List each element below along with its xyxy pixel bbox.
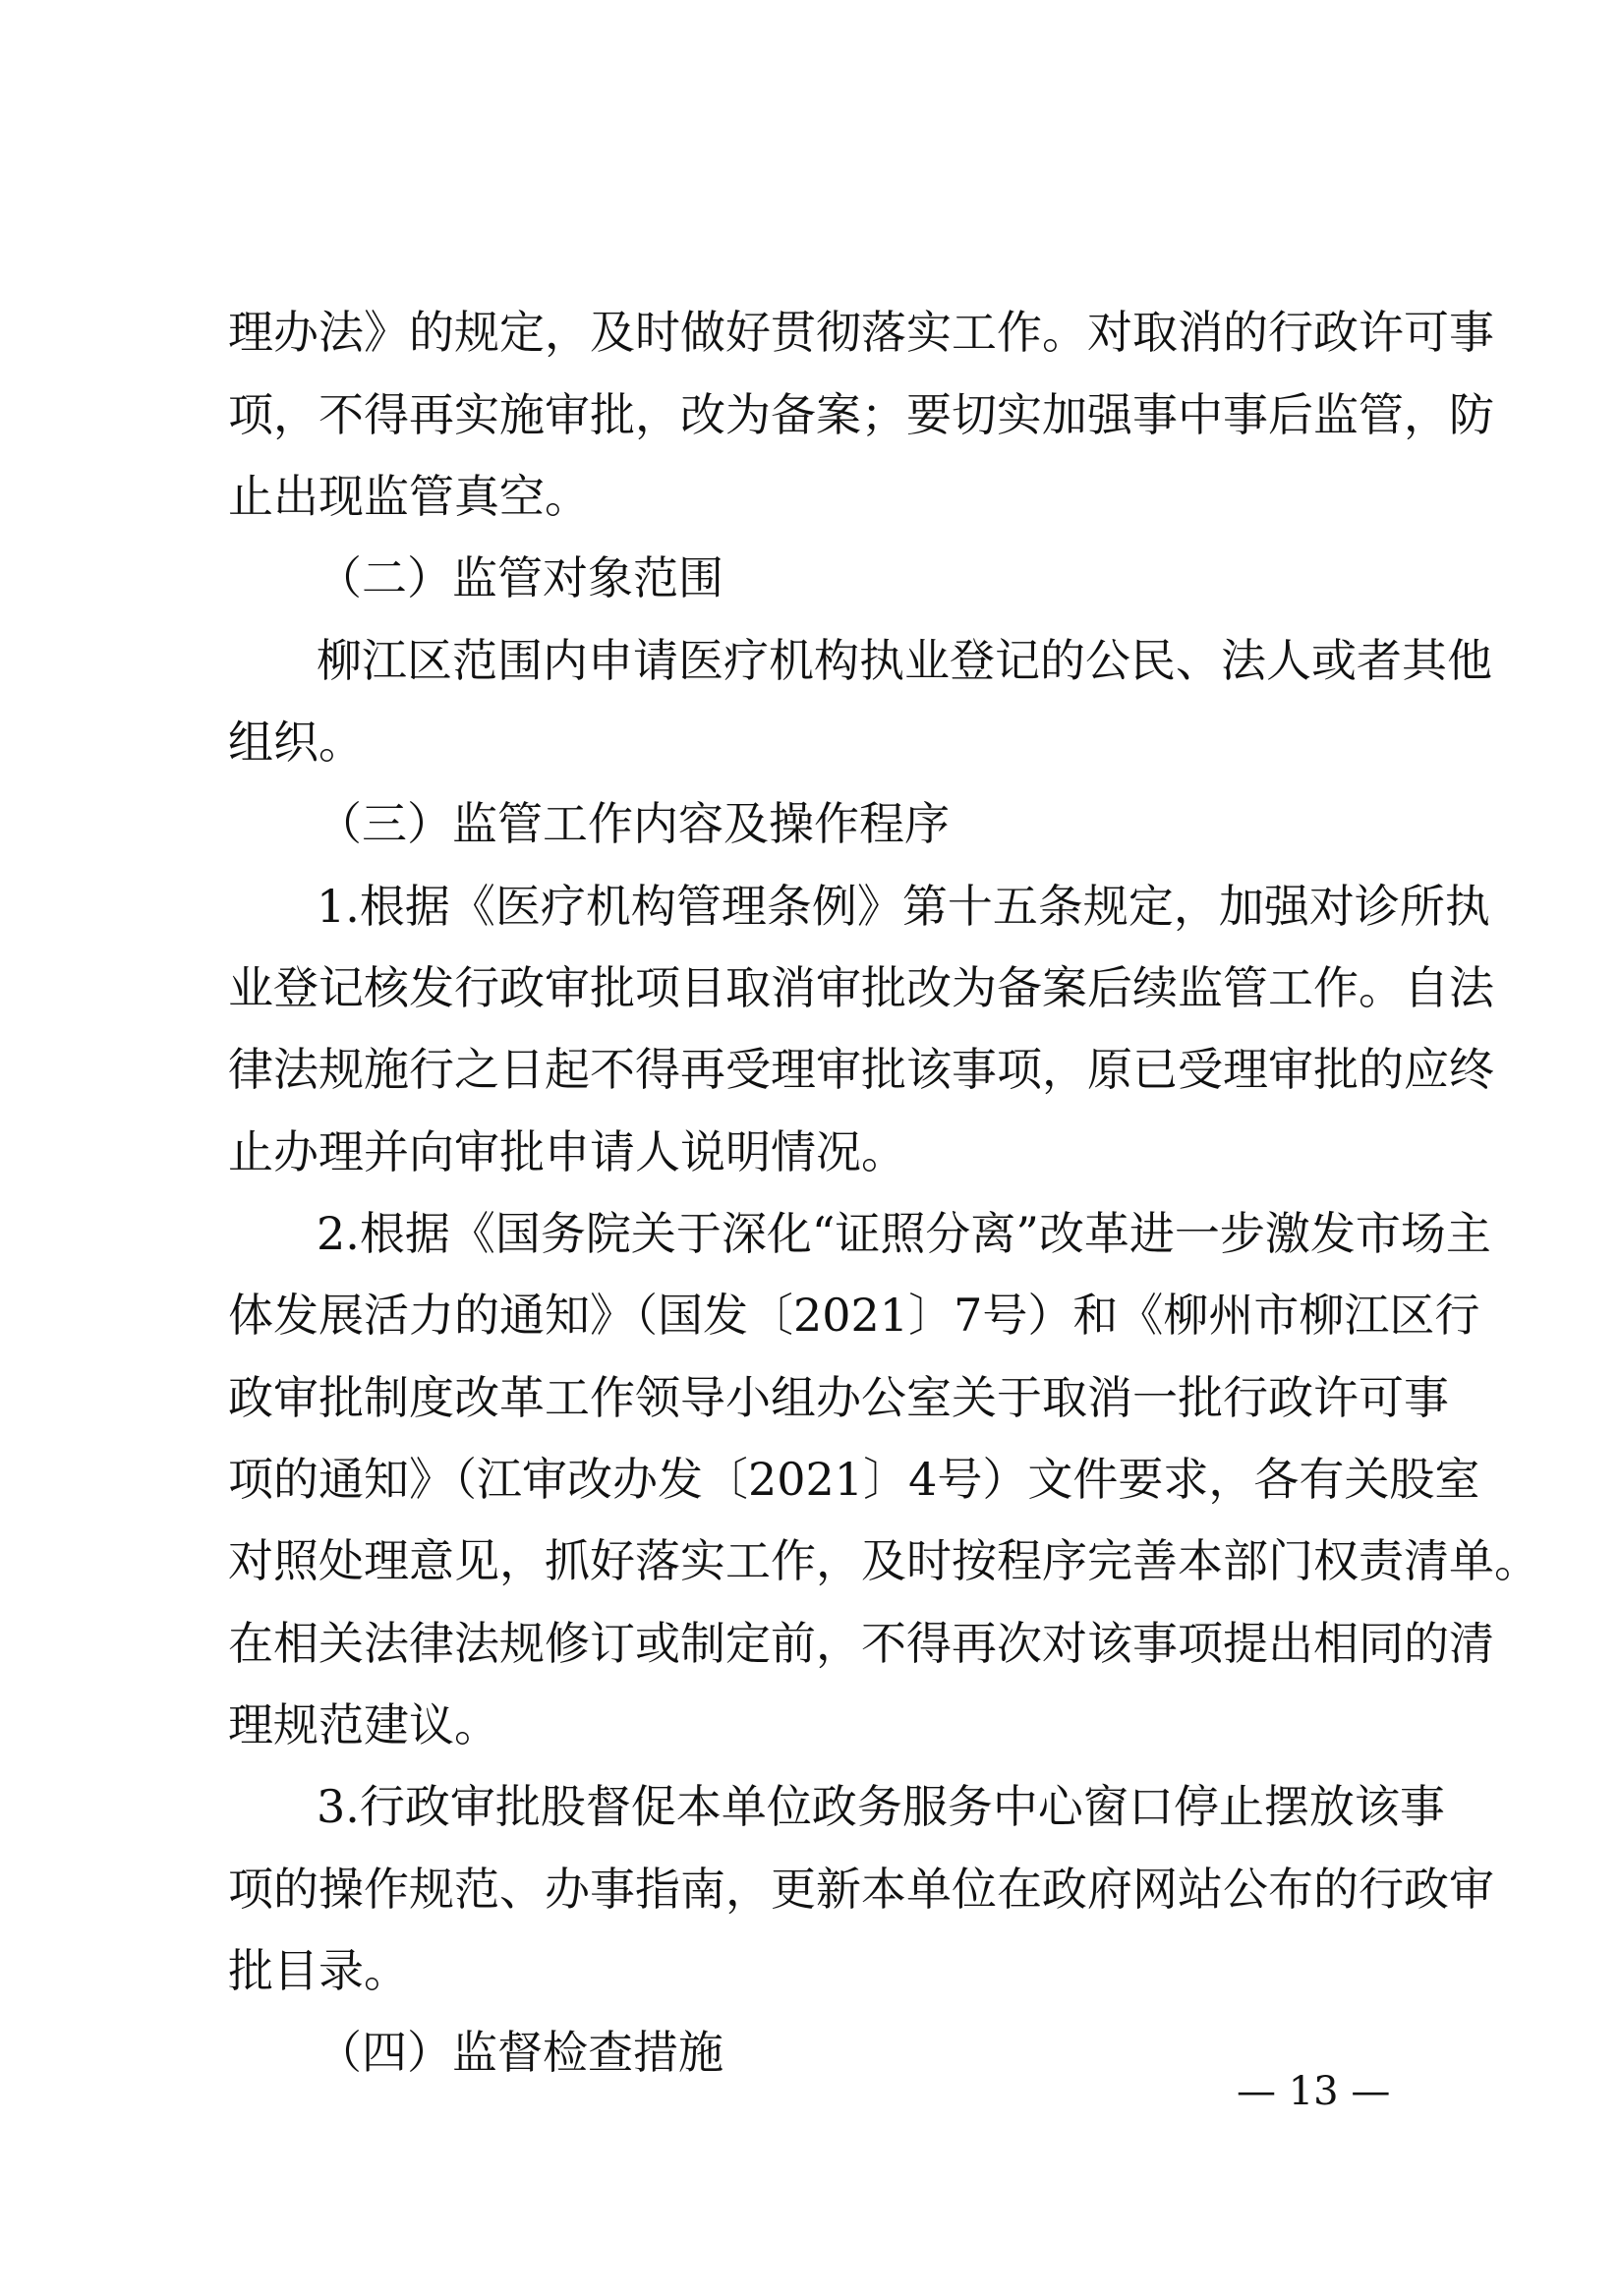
body-text-line: 项，不得再实施审批，改为备案；要切实加强事中事后监管，防: [228, 388, 1494, 441]
body-text-line: 政审批制度改革工作领导小组办公室关于取消一批行政许可事: [228, 1371, 1449, 1424]
body-text-line: 2.根据《国务院关于深化“证照分离”改革进一步激发市场主: [317, 1207, 1491, 1260]
body-text-line: 1.根据《医疗机构管理条例》第十五条规定，加强对诊所执: [317, 880, 1490, 933]
page-number: — 13 —: [1237, 2069, 1391, 2114]
body-text-line: 柳江区范围内申请医疗机构执业登记的公民、法人或者其他: [317, 634, 1492, 687]
body-text-line: 律法规施行之日起不得再受理审批该事项，原已受理审批的应终: [228, 1043, 1494, 1096]
body-text-line: 项的操作规范、办事指南，更新本单位在政府网站公布的行政审: [228, 1863, 1494, 1916]
body-text-line: 理办法》的规定，及时做好贯彻落实工作。对取消的行政许可事: [228, 306, 1494, 359]
body-text-line: 理规范建议。: [228, 1698, 499, 1751]
body-text-line: 对照处理意见，抓好落实工作，及时按程序完善本部门权责清单。: [228, 1534, 1539, 1587]
body-text-line: 止办理并向审批申请人说明情况。: [228, 1125, 906, 1178]
body-text-line: 批目录。: [228, 1944, 409, 1997]
section-heading: （四）监督检查措施: [317, 2026, 723, 2079]
section-heading: （二）监管对象范围: [317, 551, 723, 604]
body-text-line: 在相关法律法规修订或制定前，不得再次对该事项提出相同的清: [228, 1617, 1494, 1670]
body-text-line: 体发展活力的通知》（国发〔2021〕7号）和《柳州市柳江区行: [228, 1289, 1480, 1342]
body-text-line: 业登记核发行政审批项目取消审批改为备案后续监管工作。自法: [228, 961, 1494, 1014]
body-text-line: 组织。: [228, 716, 364, 769]
body-text-line: 止出现监管真空。: [228, 470, 590, 523]
body-text-line: 项的通知》（江审改办发〔2021〕4号）文件要求，各有关股室: [228, 1453, 1480, 1506]
body-text-line: 3.行政审批股督促本单位政务服务中心窗口停止摆放该事: [317, 1780, 1445, 1833]
section-heading: （三）监管工作内容及操作程序: [317, 797, 950, 850]
